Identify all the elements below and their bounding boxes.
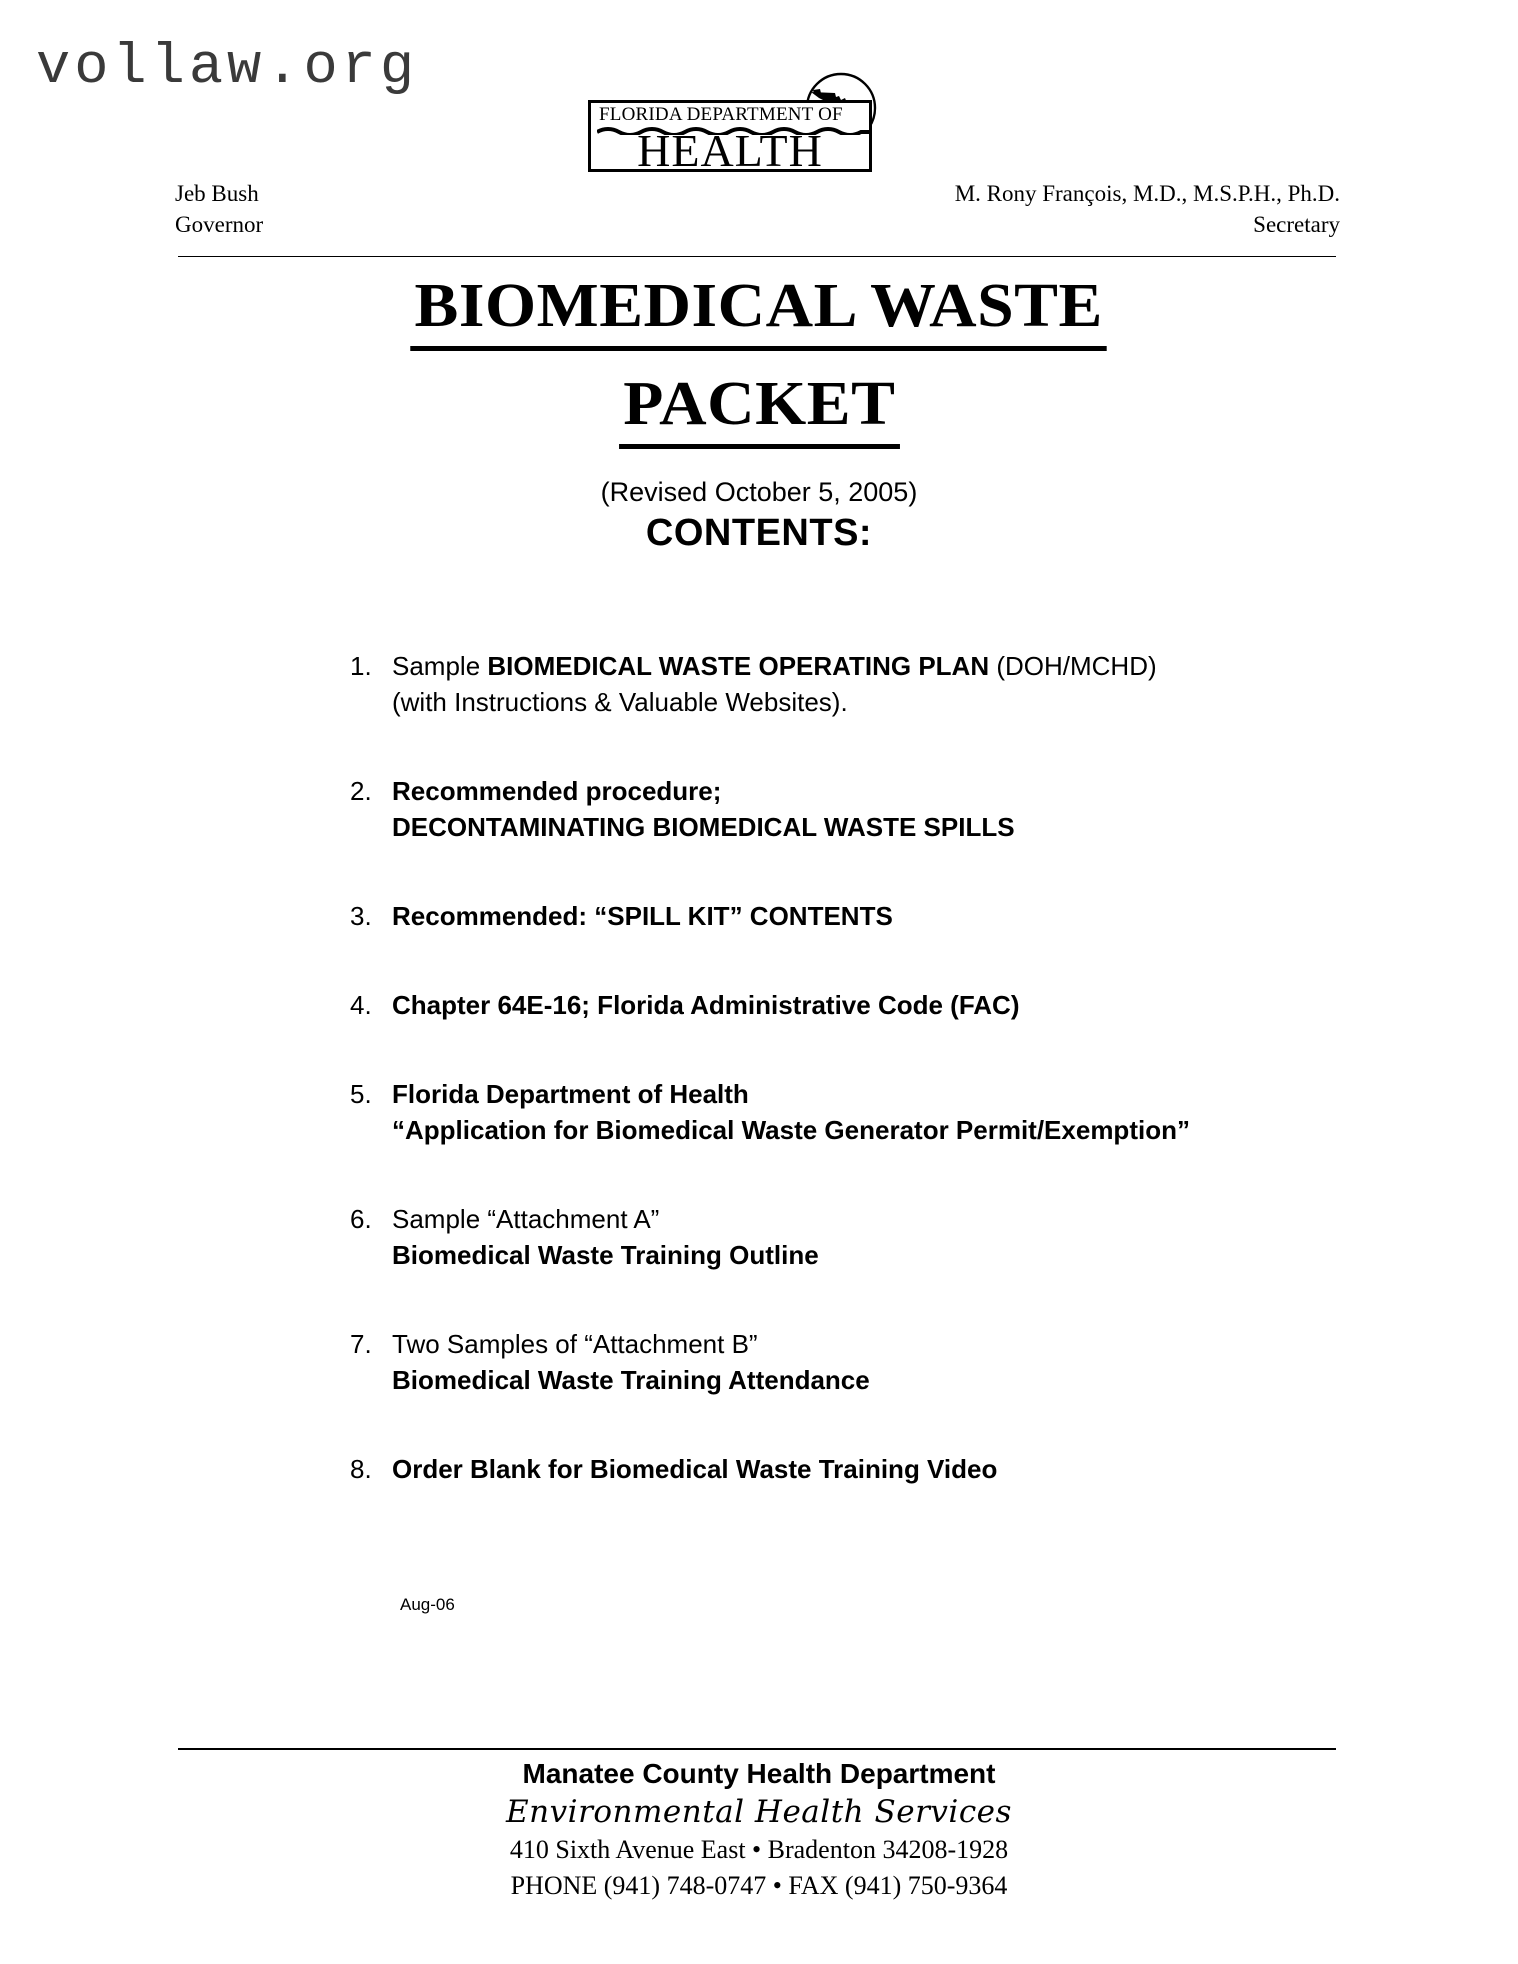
list-item-text: Order Blank for Biomedical Waste Training Video (392, 1454, 998, 1484)
logo-department-line: FLORIDA DEPARTMENT OF (599, 104, 843, 125)
list-item-text: (with Instructions & Valuable Websites). (392, 687, 848, 717)
contents-list-item (350, 1451, 1350, 1487)
governor-name: Jeb Bush (175, 181, 259, 206)
logo-box (588, 100, 872, 176)
list-item-line (392, 809, 1350, 845)
list-item-body (392, 1326, 1350, 1398)
list-item-line (392, 1201, 1350, 1237)
florida-department-of-health-logo (580, 68, 940, 178)
list-item-text: Chapter 64E-16; Florida Administrative Code (FAC) (392, 990, 1020, 1020)
footer-division: Environmental Health Services (506, 1794, 1012, 1830)
list-item-number: 7. (350, 1329, 372, 1359)
contents-list-item (350, 1326, 1350, 1398)
list-item-text: (DOH/MCHD) (989, 651, 1157, 681)
list-item-number: 8. (350, 1454, 372, 1484)
list-item-text: Sample (392, 651, 488, 681)
list-item-body (392, 773, 1350, 845)
list-item-number: 3. (350, 901, 372, 931)
list-item-line (392, 1362, 1350, 1398)
list-item-text: Biomedical Waste Training Attendance (392, 1365, 870, 1395)
list-item-text: Recommended: “SPILL KIT” CONTENTS (392, 901, 893, 931)
list-item-text: Sample “Attachment A” (392, 1204, 660, 1234)
list-item-number: 5. (350, 1079, 372, 1109)
page-title-line1: BIOMEDICAL WASTE (411, 268, 1108, 351)
contents-list-item (350, 987, 1350, 1023)
list-item-body (392, 1451, 1350, 1487)
governor-block (175, 178, 263, 240)
revision-date: (Revised October 5, 2005) (600, 477, 918, 507)
list-item-body (392, 648, 1350, 720)
contents-list-item (350, 898, 1350, 934)
list-item-text: Recommended procedure; (392, 776, 722, 806)
list-item-text: BIOMEDICAL WASTE OPERATING PLAN (487, 651, 990, 681)
revision-note: Aug-06 (400, 1595, 455, 1614)
list-item-number: 2. (350, 776, 372, 806)
list-item-line (392, 1112, 1350, 1148)
list-item-number: 4. (350, 990, 372, 1020)
contents-list-item (350, 1076, 1350, 1148)
list-item-line (392, 898, 1350, 934)
list-item-line (392, 987, 1350, 1023)
list-item-line (392, 1237, 1350, 1273)
contents-heading: CONTENTS: (645, 512, 873, 554)
list-item-line (392, 684, 1350, 720)
list-item-line (392, 1326, 1350, 1362)
contents-list-item (350, 773, 1350, 845)
header-divider (178, 256, 1336, 257)
list-item-body (392, 987, 1350, 1023)
list-item-body (392, 1201, 1350, 1273)
contents-list (350, 648, 1350, 1540)
list-item-body (392, 1076, 1350, 1148)
secretary-name: M. Rony François, M.D., M.S.P.H., Ph.D. (954, 181, 1340, 206)
secretary-title: Secretary (1253, 212, 1340, 237)
secretary-block (955, 178, 1340, 240)
list-item-number: 6. (350, 1204, 372, 1234)
contents-list-item (350, 1201, 1350, 1273)
list-item-line (392, 1451, 1350, 1487)
list-item-text: Florida Department of Health (392, 1079, 749, 1109)
page-footer (0, 1756, 1518, 1904)
list-item-text: “Application for Biomedical Waste Generator Permit/Exemption” (392, 1115, 1190, 1145)
list-item-line (392, 1076, 1350, 1112)
footer-address: 410 Sixth Avenue East • Bradenton 34208-1928 (509, 1835, 1009, 1864)
list-item-text: DECONTAMINATING BIOMEDICAL WASTE SPILLS (392, 812, 1015, 842)
page-title-line2: PACKET (619, 366, 900, 449)
list-item-number: 1. (350, 651, 372, 681)
contents-list-item (350, 648, 1350, 720)
footer-organization: Manatee County Health Department (522, 1758, 996, 1789)
list-item-line (392, 648, 1350, 684)
list-item-line (392, 773, 1350, 809)
logo-health-word: HEALTH (637, 125, 823, 176)
list-item-body (392, 898, 1350, 934)
list-item-text: Two Samples of “Attachment B” (392, 1329, 758, 1359)
footer-divider (178, 1748, 1336, 1750)
list-item-text: Biomedical Waste Training Outline (392, 1240, 819, 1270)
document-title-area (0, 268, 1518, 510)
governor-title: Governor (175, 212, 264, 237)
watermark-vollaw: vollaw.org (36, 36, 419, 100)
footer-contact: PHONE (941) 748-0747 • FAX (941) 750-9364 (510, 1871, 1008, 1900)
